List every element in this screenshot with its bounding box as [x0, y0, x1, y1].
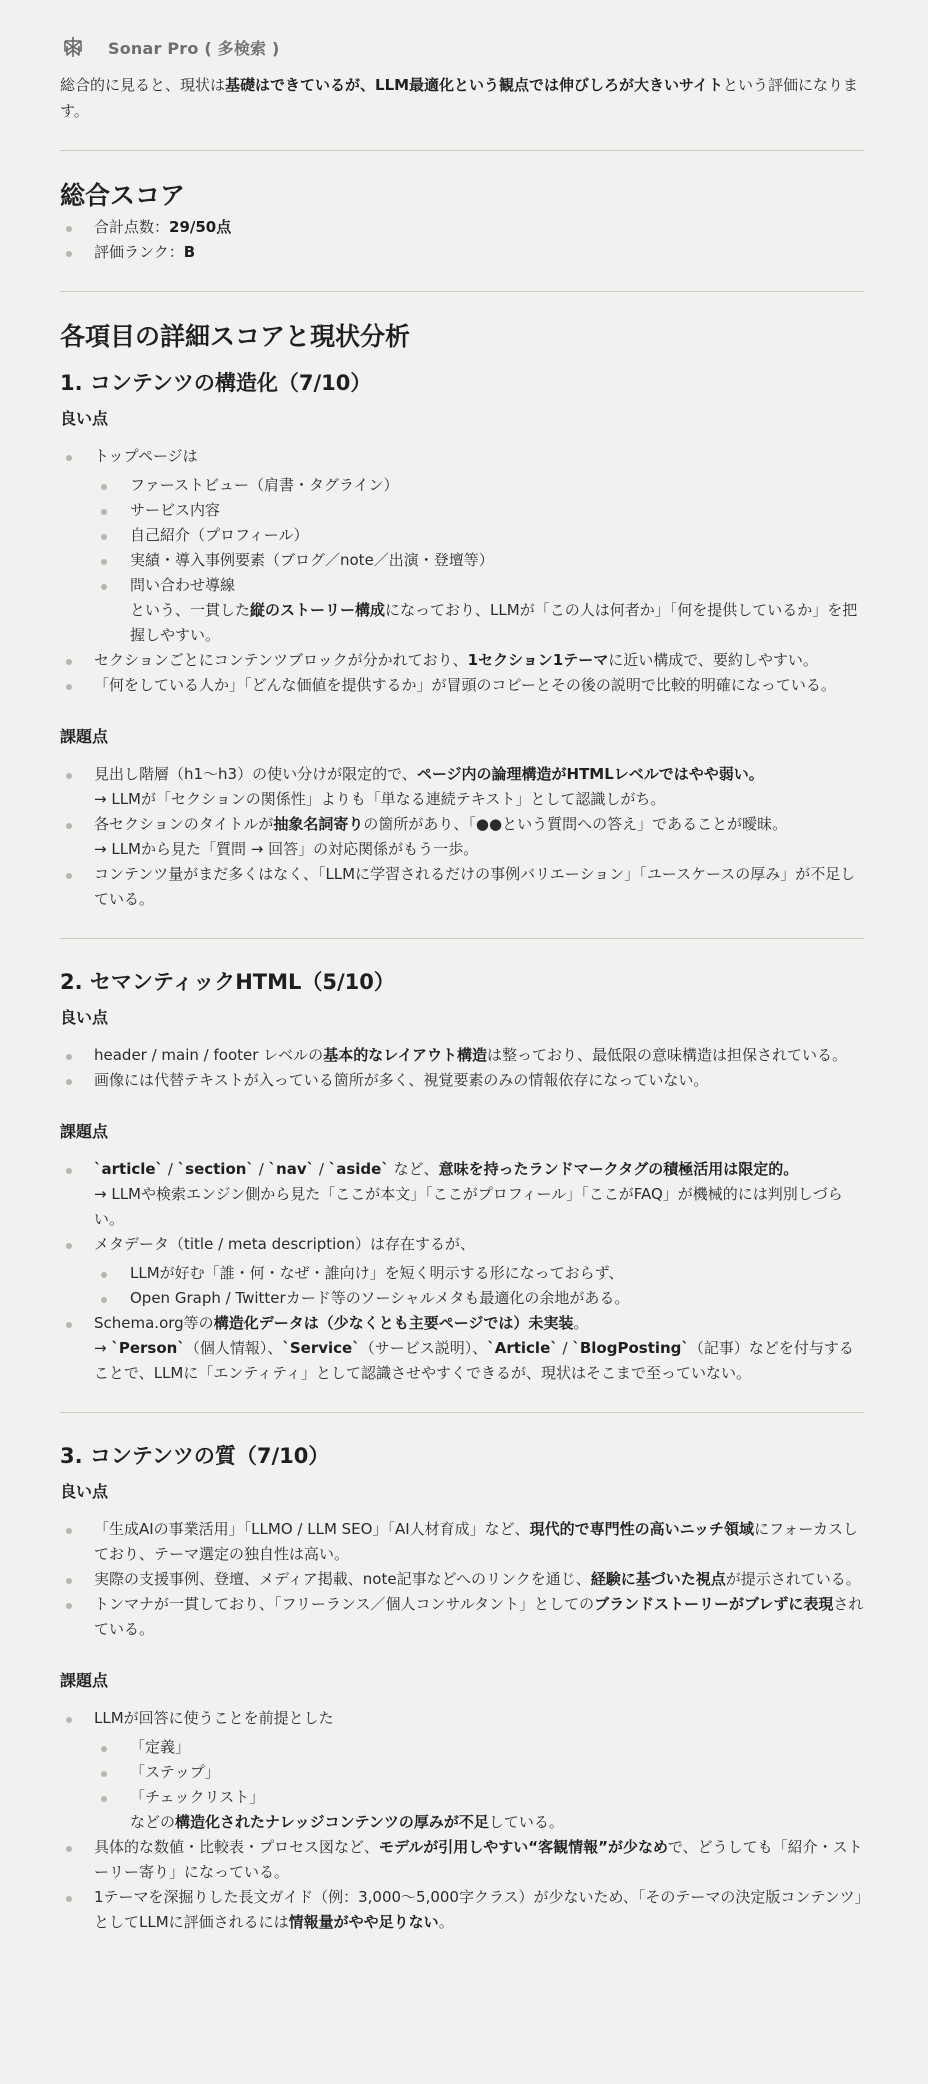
list-item: `article` / `section` / `nav` / `aside` など、意味を持ったランドマークタグの積極活用は限定的。 → LLMや検索エンジン側から見た「ここが本文」「ここがプロフィール」「ここがFAQ」が機械的には判別しづらい。: [60, 1157, 864, 1232]
divider: [60, 150, 864, 151]
sub-list: [94, 473, 864, 648]
divider: [60, 291, 864, 292]
details-heading: 各項目の詳細スコアと現状分析: [60, 322, 411, 351]
section-2-good-list: [60, 1043, 864, 1093]
list-item: 見出し階層（h1〜h3）の使い分けが限定的で、ページ内の論理構造がHTMLレベルではやや弱い。 → LLMが「セクションの関係性」よりも「単なる連続テキスト」として認識しがち。: [60, 762, 864, 812]
list-item: 評価ランク：B: [60, 240, 864, 265]
list-item: LLMが回答に使うことを前提とした 「定義」 「ステップ」 「チェックリスト」 などの構造化されたナレッジコンテンツの厚みが不足している。: [60, 1706, 864, 1835]
sub-list-item: 実績・導入事例要素（ブログ／note／出演・登壇等）: [94, 548, 864, 573]
sub-list-item: 問い合わせ導線 という、一貫した縦のストーリー構成になっており、LLMが「この人は何者か」「何を提供しているか」を把握しやすい。: [94, 573, 864, 648]
list-item: 画像には代替テキストが入っている箇所が多く、視覚要素のみの情報依存になっていない。: [60, 1068, 864, 1093]
issues-label: 課題点: [60, 1122, 109, 1141]
list-item: 具体的な数値・比較表・プロセス図など、モデルが引用しやすい“客観情報”が少なめで、どうしても「紹介・ストーリー寄り」になっている。: [60, 1835, 864, 1885]
issues-label: 課題点: [60, 1671, 109, 1690]
issues-label: 課題点: [60, 727, 109, 746]
sub-list: [94, 1735, 864, 1835]
list-item: 「生成AIの事業活用」「LLMO / LLM SEO」「AI人材育成」など、現代的で専門性の高いニッチ領域にフォーカスしており、テーマ選定の独自性は高い。: [60, 1517, 864, 1567]
sub-list-item: LLMが好む「誰・何・なぜ・誰向け」を短く明示する形になっておらず、: [94, 1261, 864, 1286]
divider: [60, 938, 864, 939]
list-item: 各セクションのタイトルが抽象名詞寄りの箇所があり、「●●という質問への答え」であることが曖昧。 → LLMから見た「質問 → 回答」の対応関係がもう一歩。: [60, 812, 864, 862]
section-1-heading: 1. コンテンツの構造化（7/10）: [60, 371, 372, 395]
sub-list-item: 自己紹介（プロフィール）: [94, 523, 864, 548]
section-2-issue-list: [60, 1157, 864, 1386]
section-3-good-list: [60, 1517, 864, 1642]
sub-list-item: 「ステップ」: [94, 1760, 864, 1785]
list-item: コンテンツ量がまだ多くはなく、「LLMに学習されるだけの事例バリエーション」「ユースケースの厚み」が不足している。: [60, 862, 864, 912]
sub-list-item: ファーストビュー（肩書・タグライン）: [94, 473, 864, 498]
list-item: トップページは ファーストビュー（肩書・タグライン） サービス内容 自己紹介（プロフィール） 実績・導入事例要素（ブログ／note／出演・登壇等） 問い合わせ導線 という、一貫した縦のストーリー構成になっており、LLMが「この人は何者か」「何を提供しているか」を把握しやすい。: [60, 444, 864, 648]
section-3-heading: 3. コンテンツの質（7/10）: [60, 1444, 330, 1468]
list-item: Schema.org等の構造化データは（少なくとも主要ページでは）未実装。 → `Person`（個人情報）、`Service`（サービス説明）、`Article` / `BlogPosting`（記事）などを付与することで、LLMに「エンティティ」として認識させやすくできるが、現状はそこまで至っていない。: [60, 1311, 864, 1386]
sub-list: [94, 1261, 864, 1311]
good-points-label: 良い点: [60, 409, 109, 428]
sub-list-item: 「チェックリスト」 などの構造化されたナレッジコンテンツの厚みが不足している。: [94, 1785, 864, 1835]
overall-score-list: [60, 215, 864, 265]
list-item: 「何をしている人か」「どんな価値を提供するか」が冒頭のコピーとその後の説明で比較的明確になっている。: [60, 673, 864, 698]
sub-list-item: サービス内容: [94, 498, 864, 523]
section-1-good-list: [60, 444, 864, 698]
list-item: 1テーマを深掘りした長文ガイド（例：3,000〜5,000字クラス）が少ないため、「そのテーマの決定版コンテンツ」としてLLMに評価されるには情報量がやや足りない。: [60, 1885, 864, 1935]
section-3-issue-list: [60, 1706, 864, 1935]
list-item: header / main / footer レベルの基本的なレイアウト構造は整っており、最低限の意味構造は担保されている。: [60, 1043, 864, 1068]
list-item: トンマナが一貫しており、「フリーランス／個人コンサルタント」としてのブランドストーリーがブレずに表現されている。: [60, 1592, 864, 1642]
list-item: メタデータ（title / meta description）は存在するが、 LLMが好む「誰・何・なぜ・誰向け」を短く明示する形になっておらず、 Open Graph / Twitterカード等のソーシャルメタも最適化の余地がある。: [60, 1232, 864, 1311]
overall-score-heading: 総合スコア: [60, 181, 186, 210]
model-header: [60, 30, 864, 64]
sub-list-item: 「定義」: [94, 1735, 864, 1760]
divider: [60, 1412, 864, 1413]
list-item: セクションごとにコンテンツブロックが分かれており、1セクション1テーマに近い構成で、要約しやすい。: [60, 648, 864, 673]
perplexity-logo-icon: [60, 34, 86, 60]
section-2-heading: 2. セマンティックHTML（5/10）: [60, 970, 395, 994]
sub-list-item: Open Graph / Twitterカード等のソーシャルメタも最適化の余地がある。: [94, 1286, 864, 1311]
section-1-issue-list: [60, 762, 864, 912]
model-name: Sonar Pro ( 多検索 ): [108, 38, 280, 58]
intro-paragraph: 総合的に見ると、現状は基礎はできているが、LLM最適化という観点では伸びしろが大きいサイトという評価になります。: [60, 76, 859, 120]
good-points-label: 良い点: [60, 1482, 109, 1501]
list-item: 実際の支援事例、登壇、メディア掲載、note記事などへのリンクを通じ、経験に基づいた視点が提示されている。: [60, 1567, 864, 1592]
list-item: 合計点数：29/50点: [60, 215, 864, 240]
good-points-label: 良い点: [60, 1008, 109, 1027]
